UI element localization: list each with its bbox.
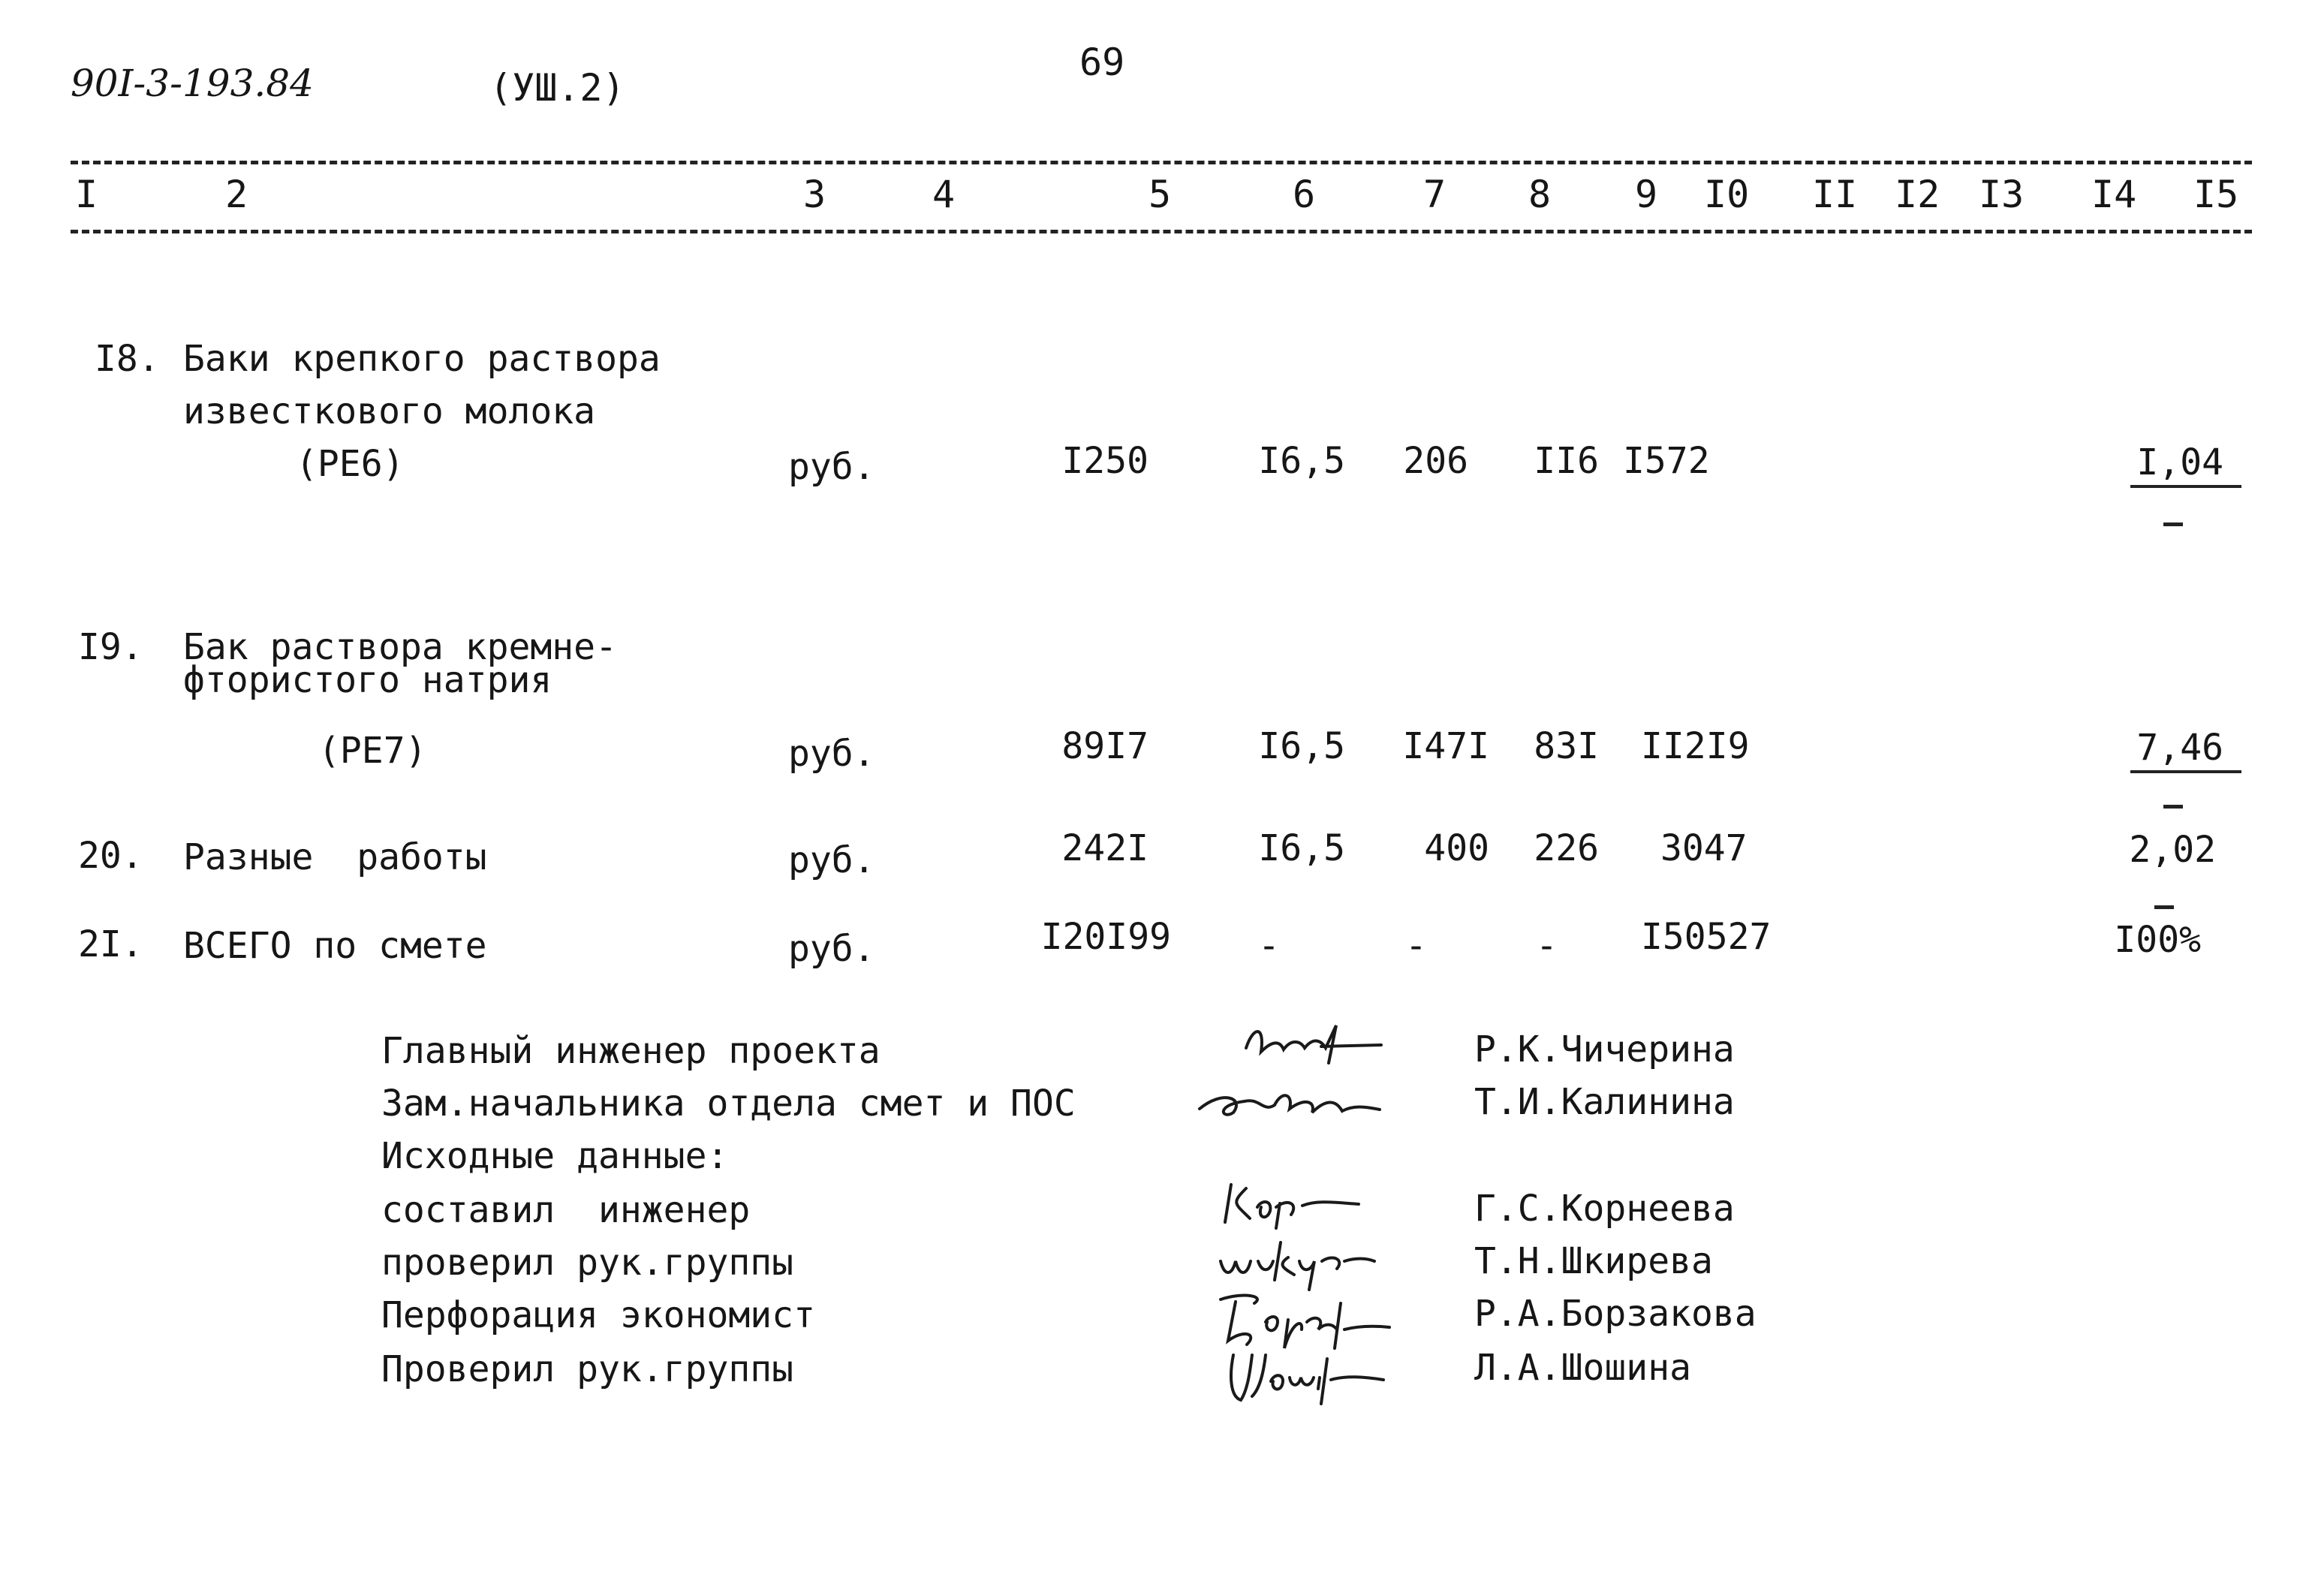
row-number: I9.	[78, 626, 143, 668]
cell-rate: I6,5	[1258, 827, 1345, 869]
cell-percent: 7,46	[2136, 727, 2223, 769]
cell-total: II2I9	[1641, 725, 1750, 767]
signatory-name: Г.С.Корнеева	[1474, 1188, 1735, 1230]
signatory-name: Л.А.Шошина	[1474, 1347, 1691, 1389]
signature-role: Главный инженер проекта	[381, 1030, 881, 1072]
cell-col7: 400	[1424, 827, 1489, 869]
dash-mark	[2154, 905, 2174, 909]
column-header: I3	[1979, 173, 2025, 216]
column-header: 4	[932, 173, 956, 216]
row-code: (PE7)	[318, 730, 427, 772]
signatory-name: Р.А.Борзакова	[1474, 1293, 1757, 1335]
column-header: I4	[2091, 173, 2137, 216]
cell-cost: I250	[1061, 440, 1148, 482]
cell-col8: 226	[1534, 827, 1599, 869]
cell-col8: II6	[1534, 440, 1599, 482]
row-name: Разные работы	[183, 836, 487, 878]
signature-role: проверил рук.группы	[381, 1242, 794, 1284]
row-name-line: Бак раствора кремне-	[183, 626, 617, 668]
row-unit: руб.	[788, 446, 875, 488]
signatory-name: Т.Н.Шкирева	[1474, 1240, 1713, 1282]
cell-cost: 242I	[1061, 827, 1148, 869]
row-name-line: фтористого натрия	[183, 659, 552, 701]
column-header: I0	[1704, 173, 1750, 216]
cell-total: I572	[1623, 440, 1710, 482]
column-header: II	[1812, 173, 1858, 216]
handwritten-signature	[1222, 1344, 1387, 1411]
column-header: 6	[1293, 173, 1316, 216]
cell-total: I50527	[1641, 916, 1772, 958]
row-unit: руб.	[788, 733, 875, 775]
row-code: (PE6)	[296, 443, 405, 485]
column-header: 5	[1148, 173, 1172, 216]
cell-col8: 83I	[1534, 725, 1599, 767]
header-top-rule	[71, 161, 2252, 164]
cell-percent: I00%	[2114, 919, 2201, 961]
column-header: 2	[225, 173, 248, 216]
cell-percent: I,04	[2136, 441, 2223, 483]
signatory-name: Т.И.Калинина	[1474, 1081, 1735, 1123]
row-name-line: Баки крепкого раствора	[183, 338, 661, 380]
cell-rate: I6,5	[1258, 440, 1345, 482]
cell-percent: 2,02	[2129, 829, 2216, 871]
dash-mark	[2163, 805, 2183, 809]
column-header: I5	[2193, 173, 2239, 216]
page-number: 69	[1079, 41, 1125, 84]
row-number: 20.	[78, 835, 143, 877]
album-number: (УШ.2)	[489, 66, 625, 110]
header-bottom-rule	[71, 230, 2252, 233]
column-header: 7	[1423, 173, 1447, 216]
row-unit: руб.	[788, 928, 875, 970]
signature-role: составил инженер	[381, 1189, 751, 1231]
handwritten-signature	[1192, 1075, 1387, 1128]
signature-role: Зам.начальника отдела смет и ПОС	[381, 1083, 1076, 1125]
handwritten-signature	[1216, 1177, 1366, 1230]
percent-underline	[2130, 485, 2241, 488]
column-header: I	[75, 173, 98, 216]
row-name-line: известкового молока	[183, 390, 596, 432]
handwritten-signature	[1239, 1018, 1389, 1071]
row-number: 2I.	[78, 923, 143, 965]
cell-rate: -	[1258, 925, 1280, 967]
cell-col7: -	[1405, 925, 1427, 967]
cell-cost: 89I7	[1061, 725, 1148, 767]
cell-cost: I20I99	[1040, 916, 1171, 958]
column-header: 3	[803, 173, 826, 216]
percent-underline	[2130, 770, 2241, 773]
cell-rate: I6,5	[1258, 725, 1345, 767]
signatory-name: Р.К.Чичерина	[1474, 1028, 1735, 1071]
cell-total: 3047	[1660, 827, 1748, 869]
dash-mark	[2163, 522, 2183, 526]
cell-col7: 206	[1403, 440, 1468, 482]
column-header: 8	[1528, 173, 1552, 216]
signature-role: Проверил рук.группы	[381, 1348, 794, 1390]
document-code: 90I-3-193.84	[71, 62, 314, 105]
signature-heading: Исходные данные:	[381, 1135, 729, 1177]
row-unit: руб.	[788, 839, 875, 881]
row-name: ВСЕГО по смете	[183, 925, 487, 967]
handwritten-signature	[1213, 1231, 1378, 1291]
cell-col8: -	[1536, 925, 1558, 967]
signature-role: Перфорация экономист	[381, 1294, 815, 1336]
row-number: I8.	[95, 338, 160, 380]
cell-col7: I47I	[1402, 725, 1489, 767]
column-header: I2	[1895, 173, 1940, 216]
column-header: 9	[1635, 173, 1658, 216]
